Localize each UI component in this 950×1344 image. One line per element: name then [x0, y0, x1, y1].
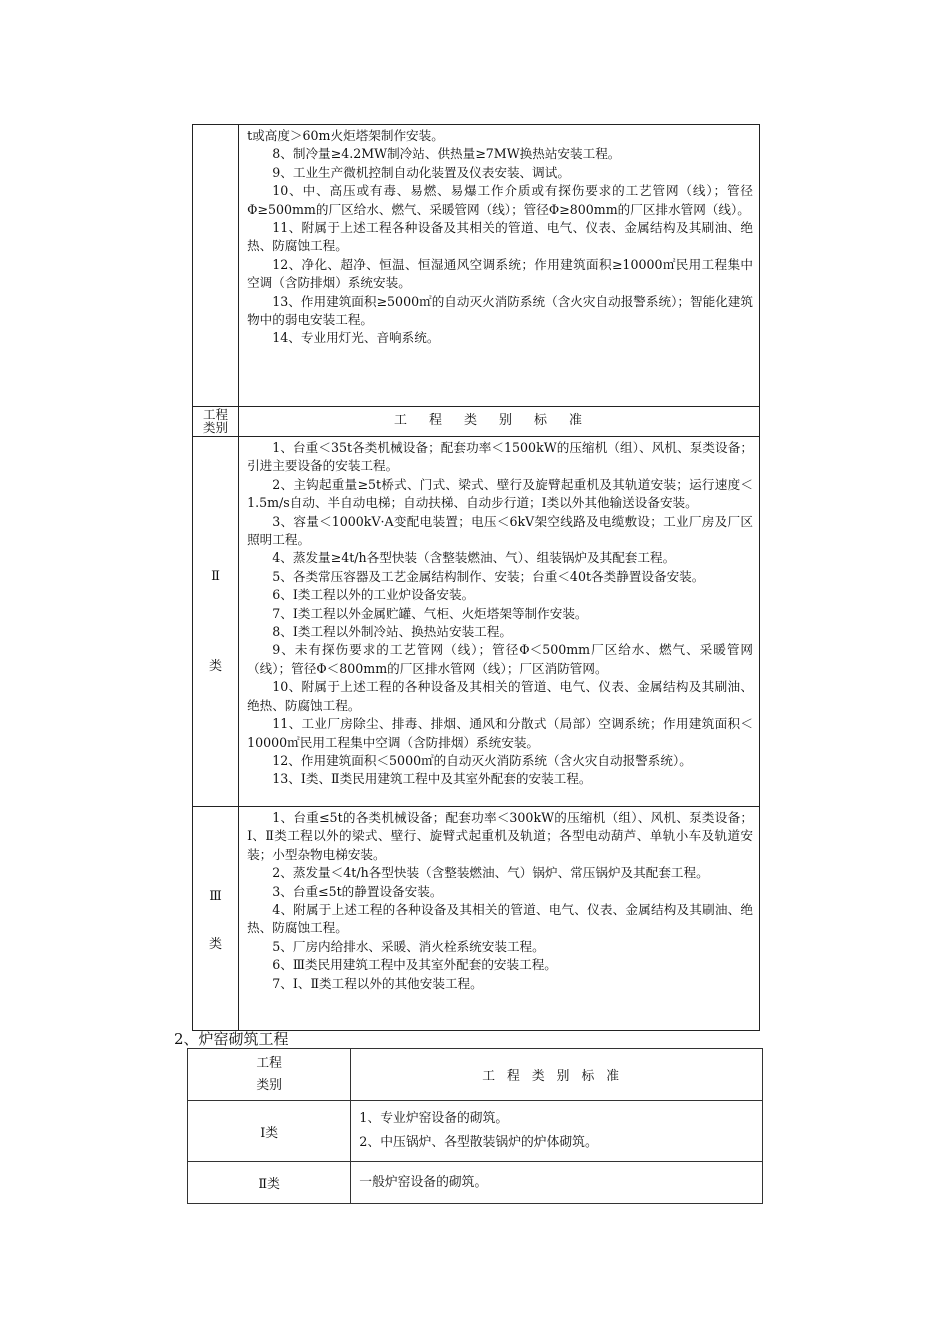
- class2-label-bottom: 类: [209, 659, 223, 674]
- list-item: t或高度＞60m火炬塔架制作安装。: [247, 128, 444, 143]
- list-item: 2、主钩起重量≥5t桥式、门式、梁式、壁行及旋臂起重机及其轨道安装；运行速度＜1.5m/s自动、半自动电梯；自动扶梯、自动步行道；Ⅰ类以外其他输送设备安装。: [247, 476, 753, 511]
- list-item: 11、附属于上述工程各种设备及其相关的管道、电气、仪表、金属结构及其刷油、绝热、防腐蚀工程。: [247, 220, 753, 254]
- table-row: [193, 125, 760, 407]
- list-item: 10、中、高压或有毒、易燃、易爆工作介质或有探伤要求的工艺管网（线）；管径Φ≥500mm的厂区给水、燃气、采暖管网（线）；管径Φ≥800mm的厂区排水管网（线）。: [247, 183, 753, 217]
- list-item: 3、容量＜1000kV·A变配电装置；电压＜6kV架空线路及电缆敷设；工业厂房及厂区照明工程。: [247, 513, 753, 548]
- list-item: 2、蒸发量＜4t/h各型快装（含整装燃油、气）锅炉、常压锅炉及其配套工程。: [272, 865, 709, 881]
- header-standard: 工程类别标准: [351, 1049, 763, 1101]
- class2-label-cell: [193, 437, 239, 807]
- header-category: [193, 407, 239, 437]
- class3-standard-cell: [239, 807, 760, 1031]
- class2-standard-cell: [239, 437, 760, 807]
- list-item: 3、台重≤5t的静置设备安装。: [272, 883, 443, 899]
- standard-cell: [351, 1162, 763, 1204]
- list-item: 14、专业用灯光、音响系统。: [272, 330, 440, 346]
- list-item: 9、未有探伤要求的工艺管网（线）；管径Φ＜500mm厂区给水、燃气、采暖管网（线）；管径Φ＜800mm的厂区排水管网（线）；厂区消防管网。: [247, 642, 753, 676]
- furnace-category-table: [187, 1048, 763, 1204]
- list-item: 5、各类常压容器及工艺金属结构制作、安装；台重＜40t各类静置设备安装。: [272, 568, 705, 584]
- list-item: 6、Ⅲ类民用建筑工程中及其室外配套的安装工程。: [272, 957, 557, 973]
- header-category-line1: 工程: [203, 407, 229, 422]
- section-heading: 2、炉窑砌筑工程: [174, 1030, 289, 1048]
- list-item: 1、台重＜35t各类机械设备；配套功率＜1500kW的压缩机（组）、风机、泵类设备；引进主要设备的安装工程。: [247, 440, 753, 474]
- table-row-class2: [193, 437, 760, 807]
- class3-label-cell: [193, 807, 239, 1031]
- list-item: 9、工业生产微机控制自动化装置及仪表安装、调试。: [272, 164, 570, 180]
- list-item: 5、厂房内给排水、采暖、消火栓系统安装工程。: [272, 938, 545, 954]
- header-category-line2: 类别: [203, 420, 229, 435]
- class3-label-bottom: 类: [209, 937, 223, 952]
- table-row: [188, 1162, 763, 1204]
- list-item: 7、Ⅰ、Ⅱ类工程以外的其他安装工程。: [272, 975, 483, 991]
- class3-label-top: Ⅲ: [209, 889, 222, 904]
- list-item: 一般炉窑设备的砌筑。: [359, 1174, 488, 1190]
- list-item: 1、台重≤5t的各类机械设备；配套功率＜300kW的压缩机（组）、风机、泵类设备；Ⅰ、Ⅱ类工程以外的梁式、壁行、旋臂式起重机及轨道；各型电动葫芦、单轨小车及轨道安装；小型杂物电梯安装。: [247, 810, 753, 862]
- list-item: 13、作用建筑面积≥5000㎡的自动灭火消防系统（含火灾自动报警系统）；智能化建筑物中的弱电安装工程。: [247, 293, 753, 328]
- list-item: 8、Ⅰ类工程以外制冷站、换热站安装工程。: [272, 624, 512, 640]
- list-item: 1、专业炉窑设备的砌筑。: [359, 1111, 509, 1126]
- category-cell-empty: [193, 125, 239, 407]
- class2-label-top: Ⅱ: [211, 569, 220, 584]
- list-item: 13、Ⅰ类、Ⅱ类民用建筑工程中及其室外配套的安装工程。: [272, 771, 592, 787]
- category-label: Ⅱ类: [188, 1162, 351, 1204]
- table-header-row: [188, 1049, 763, 1101]
- list-item: 7、Ⅰ类工程以外金属贮罐、气柜、火炬塔架等制作安装。: [272, 605, 588, 621]
- list-item: 2、中压锅炉、各型散装锅炉的炉体砌筑。: [359, 1135, 598, 1150]
- category-label: Ⅰ类: [188, 1101, 351, 1162]
- class1-continued-cell: [239, 125, 760, 407]
- list-item: 12、净化、超净、恒温、恒湿通风空调系统；作用建筑面积≥10000㎡民用工程集中空调（含防排烟）系统安装。: [247, 256, 753, 291]
- list-item: 10、附属于上述工程的各种设备及其相关的管道、电气、仪表、金属结构及其刷油、绝热、防腐蚀工程。: [247, 679, 753, 713]
- header-category-line2: 类别: [256, 1077, 282, 1093]
- list-item: 4、蒸发量≥4t/h各型快装（含整装燃油、气）、组装锅炉及其配套工程。: [272, 550, 676, 566]
- installation-category-table: [192, 124, 760, 1031]
- list-item: 4、附属于上述工程的各种设备及其相关的管道、电气、仪表、金属结构及其刷油、绝热、防腐蚀工程。: [247, 902, 753, 936]
- header-standard: 工程类别标准: [239, 407, 760, 437]
- standard-cell: [351, 1101, 763, 1162]
- table-header-row: [193, 407, 760, 437]
- header-category-line1: 工程: [256, 1055, 282, 1071]
- list-item: 8、制冷量≥4.2MW制冷站、供热量≥7MW换热站安装工程。: [272, 146, 621, 162]
- list-item: 11、工业厂房除尘、排毒、排烟、通风和分散式（局部）空调系统；作用建筑面积＜10000㎡民用工程集中空调（含防排烟）系统安装。: [247, 716, 753, 750]
- table-row-class3: [193, 807, 760, 1031]
- list-item: 6、Ⅰ类工程以外的工业炉设备安装。: [272, 587, 475, 603]
- list-item: 12、作用建筑面积＜5000㎡的自动灭火消防系统（含火灾自动报警系统）。: [272, 752, 692, 768]
- header-category: [188, 1049, 351, 1101]
- table-row: [188, 1101, 763, 1162]
